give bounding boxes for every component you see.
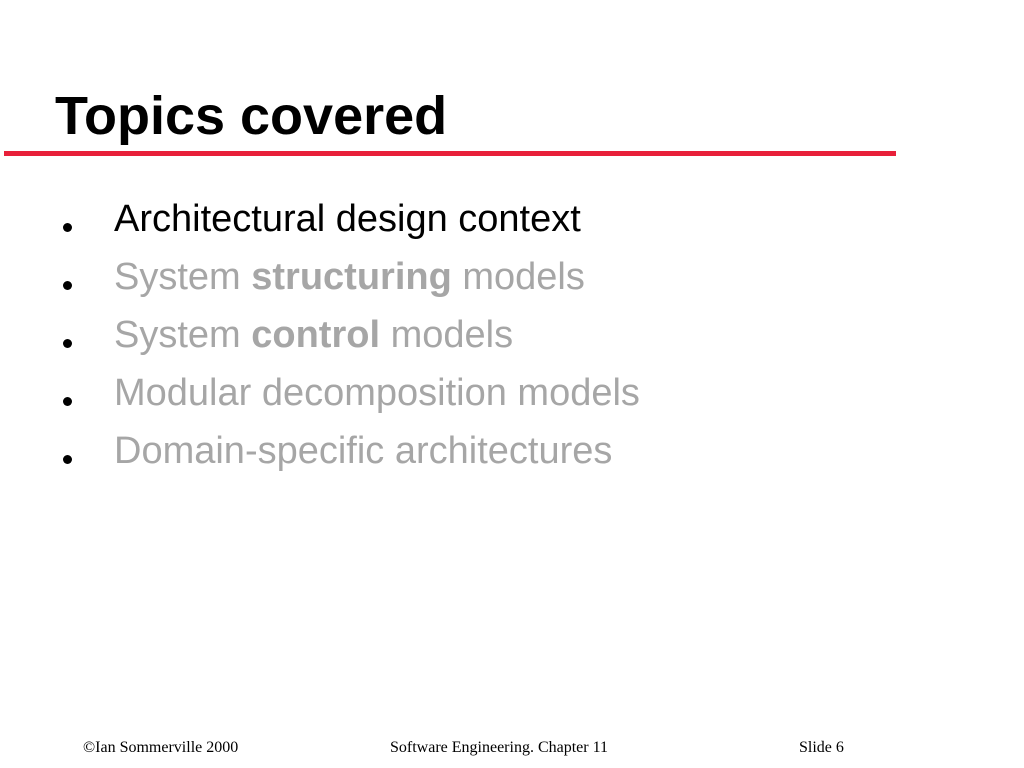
title-underline	[4, 151, 896, 156]
topic-text	[114, 196, 581, 242]
slide-title: Topics covered	[55, 86, 448, 146]
topic-text-part: models	[380, 314, 514, 356]
topic-item	[0, 364, 900, 422]
footer-book-title: Software Engineering. Chapter 11	[390, 739, 609, 756]
topics-list	[0, 190, 900, 480]
bullet-dot-icon	[63, 223, 72, 232]
topic-text	[114, 254, 585, 300]
topic-item	[0, 190, 900, 248]
footer-copyright: ©Ian Sommerville 2000	[83, 739, 239, 756]
topic-text-part: Modular decomposition models	[114, 372, 640, 414]
topic-item	[0, 422, 900, 480]
topic-text-part: models	[451, 256, 585, 298]
topic-text	[114, 370, 640, 416]
topic-item	[0, 306, 900, 364]
topic-emphasis: structuring	[251, 256, 452, 298]
topic-text-part: Domain-specific architectures	[114, 430, 613, 472]
bullet-dot-icon	[63, 339, 72, 348]
topic-text-part: System	[114, 256, 252, 298]
bullet-dot-icon	[63, 397, 72, 406]
topic-text-part: Architectural design context	[114, 198, 581, 240]
topic-text	[114, 428, 612, 474]
bullet-dot-icon	[63, 455, 72, 464]
topic-item	[0, 248, 900, 306]
footer-slide-number: Slide 6	[799, 739, 844, 756]
topic-emphasis: control	[251, 314, 381, 356]
topic-text-part: System	[114, 314, 252, 356]
bullet-dot-icon	[63, 281, 72, 290]
topic-text	[114, 312, 513, 358]
